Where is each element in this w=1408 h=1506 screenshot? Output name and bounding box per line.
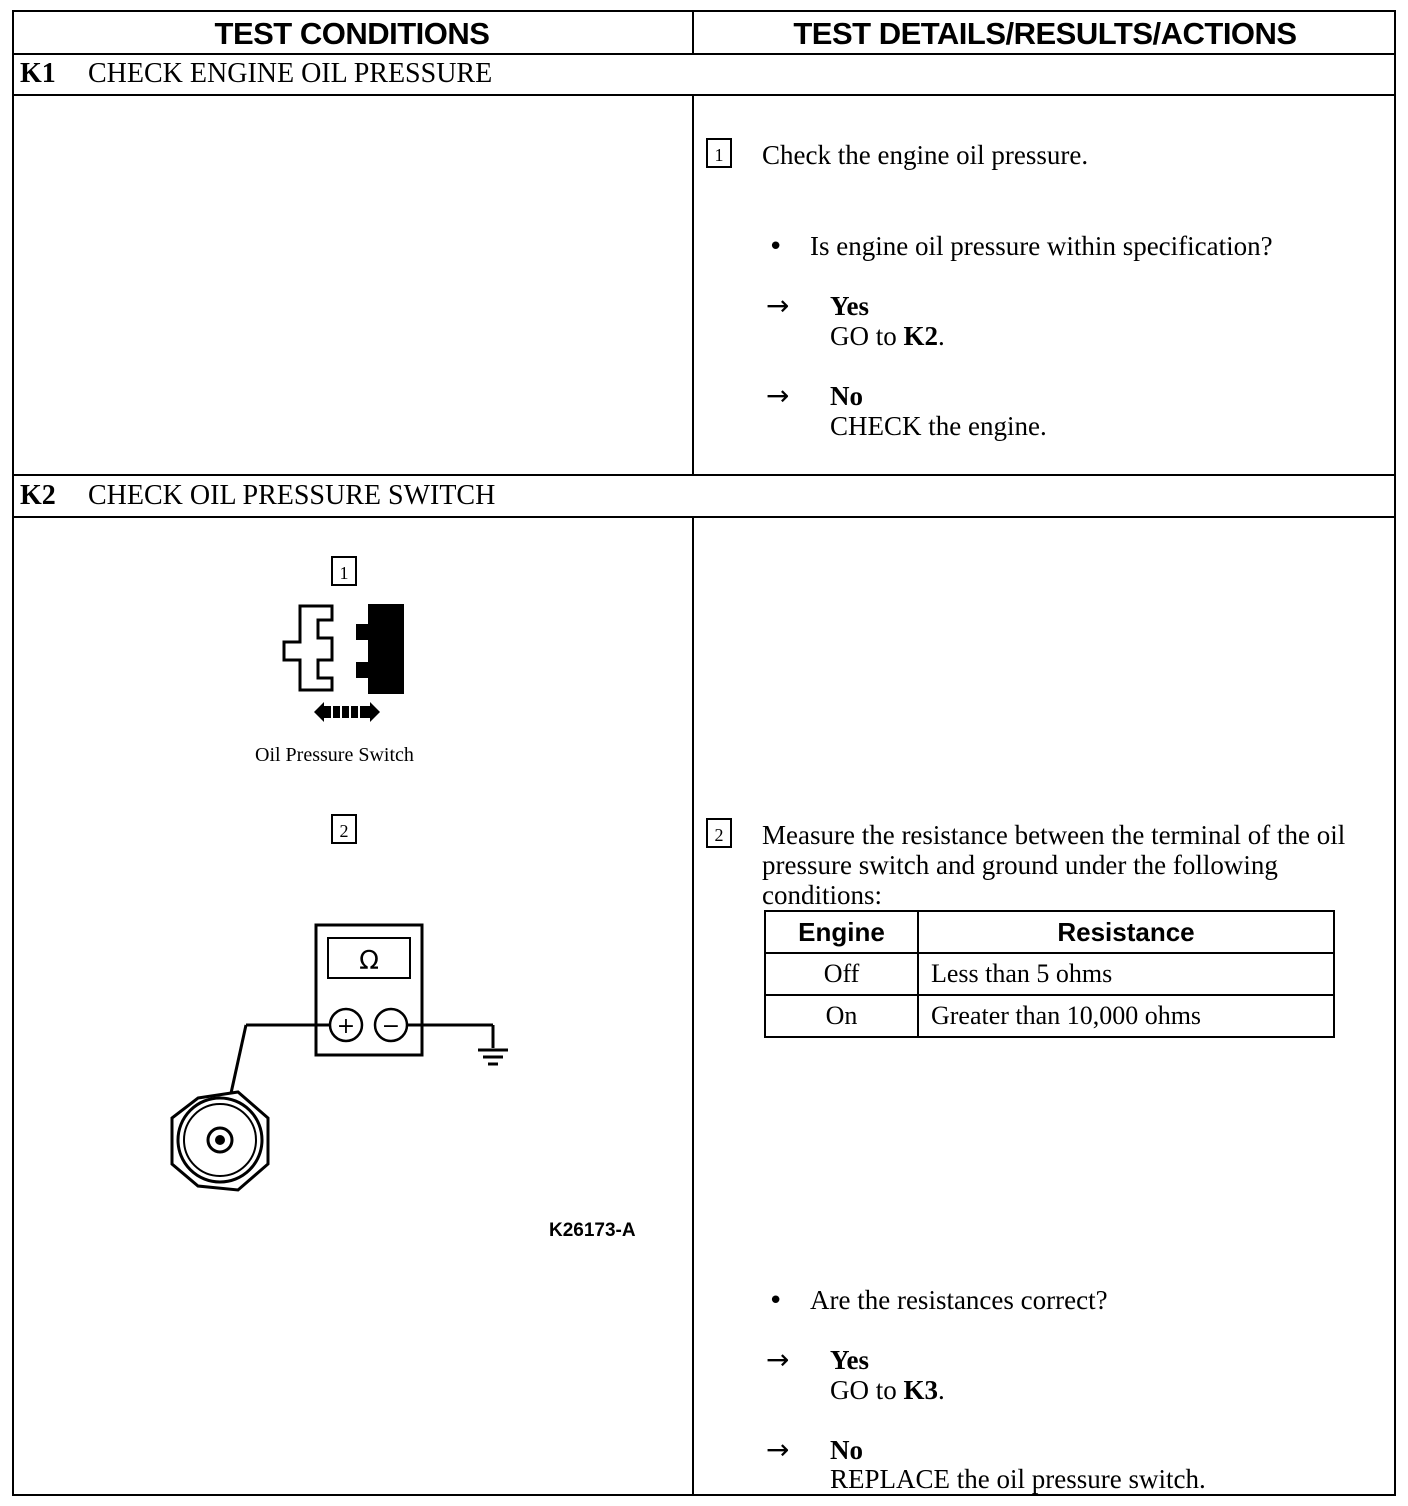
k2-no-label: No — [830, 1435, 863, 1465]
k1-title-bottom-rule — [12, 94, 1396, 96]
k1-code: K1 — [20, 58, 56, 89]
resistance-cell: Greater than 10,000 ohms — [918, 995, 1334, 1037]
table-header-row — [765, 911, 1334, 953]
ground-icon — [478, 1050, 508, 1064]
svg-text:+: + — [336, 1014, 356, 1039]
figure-id: K26173-A — [549, 1220, 636, 1241]
figure-step1-label: 1 — [331, 556, 357, 586]
k2-yes-label: Yes — [830, 1345, 869, 1375]
engine-cell: On — [765, 995, 918, 1037]
col-engine-header: Engine — [765, 911, 918, 953]
k2-no-action: REPLACE the oil pressure switch. — [830, 1464, 1206, 1494]
k2-no-arrow: → — [766, 1433, 790, 1466]
k2-yes-action: GO to K3. — [830, 1375, 945, 1405]
oil-pressure-switch-icon — [172, 1092, 268, 1190]
k2-step-number: 2 — [706, 818, 732, 848]
col-resistance-header: Resistance — [918, 911, 1334, 953]
k1-title: CHECK ENGINE OIL PRESSURE — [88, 58, 493, 89]
k1-no-arrow: → — [766, 379, 790, 412]
k2-column-divider — [692, 516, 694, 1496]
k2-question: Are the resistances correct? — [810, 1285, 1108, 1315]
k1-question: Is engine oil pressure within specification? — [810, 231, 1273, 261]
ohm-symbol: Ω — [359, 946, 379, 976]
figure-caption: Oil Pressure Switch — [255, 744, 414, 766]
k1-yes-action: GO to K2. — [830, 321, 945, 351]
connector-disconnect-icon — [270, 598, 420, 728]
svg-text:−: − — [381, 1014, 401, 1039]
k1-yes-arrow: → — [766, 289, 790, 322]
k1-column-divider — [692, 94, 694, 476]
k2-section-title — [20, 476, 495, 516]
k2-step-text: Measure the resistance between the terminal of the oil pressure switch and ground under the following conditions: — [762, 820, 1346, 910]
k1-no-label: No — [830, 381, 863, 411]
k2-title-bottom-rule — [12, 516, 1396, 518]
k2-title: CHECK OIL PRESSURE SWITCH — [88, 480, 496, 511]
k1-step-number: 1 — [706, 138, 732, 168]
table-row — [765, 995, 1334, 1037]
k1-yes-label: Yes — [830, 291, 869, 321]
k1-no-action: CHECK the engine. — [830, 411, 1047, 441]
k2-yes-arrow: → — [766, 1343, 790, 1376]
resistance-table — [764, 910, 1335, 1038]
table-row — [765, 953, 1334, 995]
header-test-conditions: TEST CONDITIONS — [214, 16, 490, 51]
resistance-cell: Less than 5 ohms — [918, 953, 1334, 995]
k2-bullet: • — [768, 1286, 784, 1316]
k1-section-title — [20, 54, 492, 94]
figure-step2-label: 2 — [331, 814, 357, 844]
header-test-details: TEST DETAILS/RESULTS/ACTIONS — [793, 16, 1297, 51]
k1-step-text: Check the engine oil pressure. — [762, 140, 1089, 170]
k2-code: K2 — [20, 480, 56, 511]
k1-bullet: • — [768, 232, 784, 262]
engine-cell: Off — [765, 953, 918, 995]
ohmmeter-diagram — [160, 920, 520, 1200]
